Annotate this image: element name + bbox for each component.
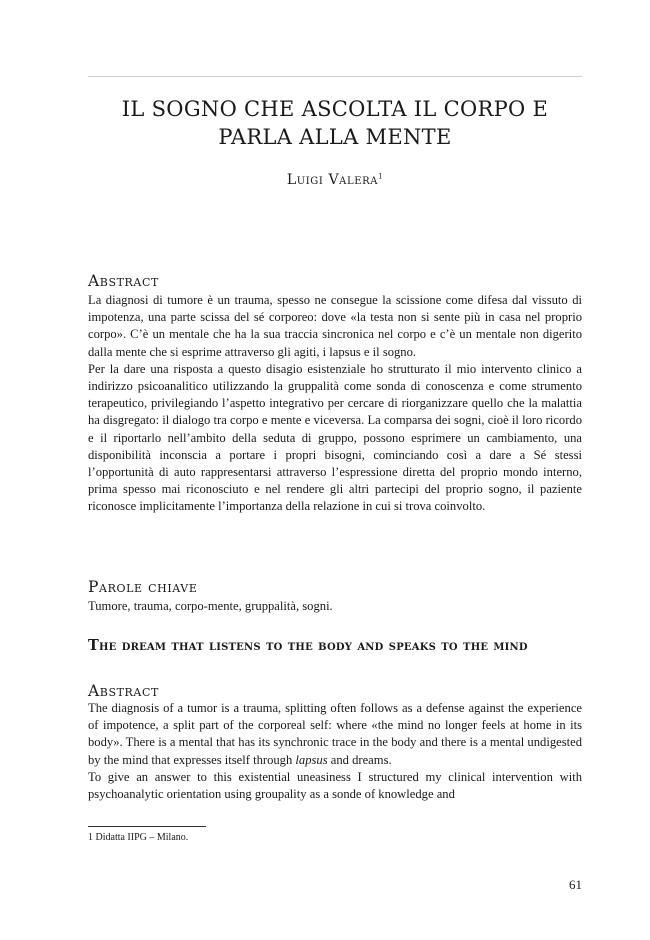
author-line (88, 172, 582, 188)
english-title: The dream that listens to the body and speaks to the mind (88, 637, 528, 654)
title-line-1: IL SOGNO CHE ASCOLTA IL CORPO E (121, 97, 549, 121)
page-number: 61 (569, 877, 582, 892)
abstract-it-paragraph-2: Per la dare una risposta a questo disagio esistenziale ho strutturato il mio intervento clinico a indirizzo psicoanalitico utilizzando la gruppalità come sonda di conoscenza e come strumento terapeutico, privilegiando l’aspetto integrativo per cercare di riorganizzare quello che la malattia ha disgregato: il dialogo tra corpo e mente e viceversa. La comparsa dei sogni, cioè il loro ricordo e il riportarlo nell’ambito della seduta di gruppo, possono esprimere un cambiamento, una disponibilità inconscia a portare i propri bisogni, cominciando così a dare a Sé stessi l’opportunità di auto rappresentarsi attraverso l’espressione diretta del proprio mondo interno, prima spesso mai riconosciuto e nel rendere gli altri partecipi del proprio sogno, il paziente riconosce implicitamente l’importanza della relazione in cui si trova coinvolto. (88, 361, 582, 514)
footnote: 1 Didatta IIPG – Milano. (88, 832, 189, 843)
abstract-en-paragraph-2: To give an answer to this existential uneasiness I structured my clinical intervention with psychoanalytic orientation using groupality as a sonde of knowledge and (88, 769, 582, 802)
abstract-it-heading: Abstract (88, 272, 159, 290)
abstract-en-paragraph-1: The diagnosis of a tumor is a trauma, splitting often follows as a defense against the experience of impotence, a split part of the corporeal self: where «the mind no longer feels at home in its body». There is a mental that has its synchronic trace in the body and there is a mental undigested by the mind that expresses itself through lapsus and dreams. (88, 701, 582, 767)
keywords-it-heading: Parole chiave (88, 578, 198, 596)
author-footnote-marker: 1 (378, 172, 384, 181)
abstract-it-paragraph-1: La diagnosi di tumore è un trauma, spesso ne consegue la scissione come difesa dal vissuto di impotenza, una parte scissa del sé corporeo: dove «la testa non si sente più in casa nel proprio corpo». C’è un mentale che ha la sua traccia sincronica nel corpo e c’è un mentale non digerito dalla mente che si esprime attraverso gli agiti, i lapsus e il sogno. (88, 293, 582, 359)
abstract-en-body (88, 700, 582, 822)
author-name: Luigi Valera (286, 172, 379, 188)
italic-term: lapsus (295, 752, 328, 767)
footnote-rule (88, 826, 206, 827)
article-title (88, 95, 582, 151)
abstract-en-heading: Abstract (88, 682, 159, 700)
header-rule (88, 76, 582, 77)
title-line-2: PARLA ALLA MENTE (218, 125, 452, 149)
keywords-it-text: Tumore, trauma, corpo-mente, gruppalità, sogni. (88, 599, 333, 613)
abstract-it-body (88, 292, 582, 516)
